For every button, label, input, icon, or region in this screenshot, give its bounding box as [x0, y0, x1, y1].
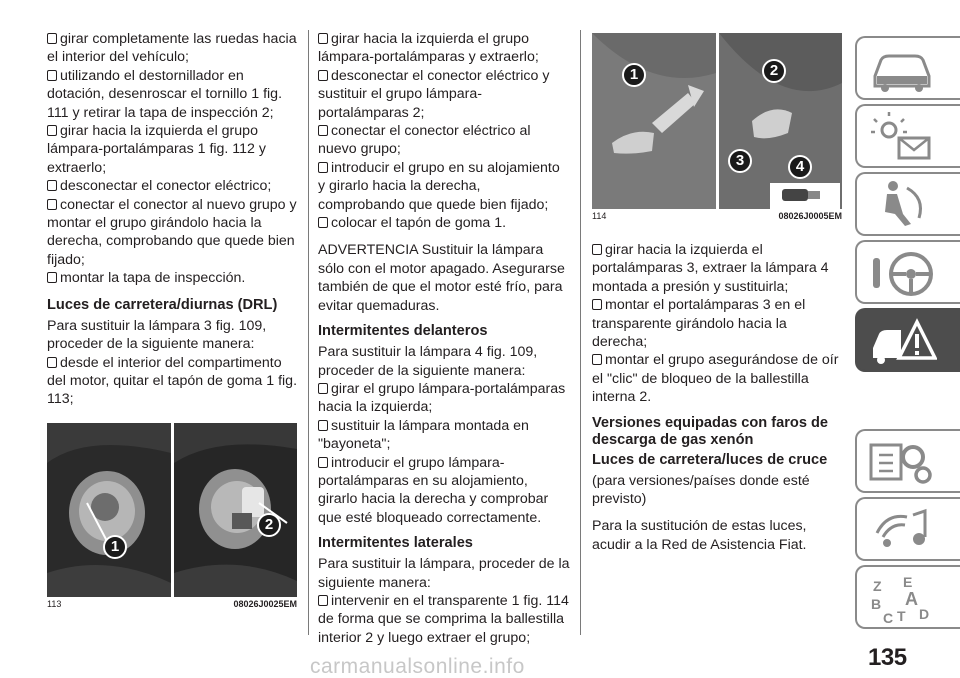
index-letter: C [883, 610, 894, 625]
index-letter: D [919, 606, 930, 622]
page-number: 135 [868, 644, 907, 671]
checkbox-bullet-icon [47, 70, 57, 81]
checkbox-bullet-icon [47, 199, 57, 210]
paragraph: Para sustituir la lámpara 3 fig. 109, proceder de la siguiente manera: [47, 317, 267, 353]
list-item: desde el interior del compartimento del motor, quitar el tapón de goma 1 fig. 113; [47, 354, 298, 408]
paragraph: Para sustituir la lámpara, proceder de la siguiente manera: [318, 556, 570, 591]
checkbox-bullet-icon [47, 272, 57, 283]
checkbox-bullet-icon [47, 180, 57, 191]
section-heading-high-low-beam: Luces de carretera/luces de cruce [592, 451, 828, 468]
safety-airbag-icon [867, 178, 937, 232]
car-dashboard-icon [867, 42, 937, 96]
checkbox-bullet-icon [318, 125, 328, 136]
figure-code: 08026J0005EM [778, 211, 842, 221]
list-item: girar hacia la izquierda el portalámparas 3, extraer la lámpara 4 montada a presión y sustituirla; [592, 242, 829, 295]
list-item: introducir el grupo lámpara-portalámparas en su alojamiento, girarlo hacia la derecha y comprobar que esté bloqueado correctamente. [318, 454, 549, 526]
callout-1: 1 [622, 63, 646, 87]
column-middle [318, 30, 570, 647]
index-letter: A [905, 589, 918, 609]
index-letter: B [871, 596, 882, 612]
tab-index[interactable] [855, 565, 960, 629]
index-icon [867, 571, 937, 625]
list-item: conectar el conector eléctrico al nuevo grupo; [318, 123, 531, 158]
figure-114-photo [592, 33, 842, 209]
note-text: (para versiones/países donde esté previsto) [592, 472, 810, 508]
checkbox-bullet-icon [318, 383, 328, 394]
list-item: colocar el tapón de goma 1. [318, 214, 570, 232]
figure-114 [592, 33, 842, 221]
watermark: carmanualsonline.info [310, 655, 525, 678]
figure-number: 113 [47, 599, 62, 609]
checkbox-bullet-icon [318, 420, 328, 431]
list-item: conectar el conector al nuevo grupo y montar el grupo girándolo hacia la derecha, comprobando que quede bien fijado; [47, 196, 297, 268]
list-item: introducir el grupo en su alojamiento y girarlo hacia la derecha, comprobando que quede bien fijado; [318, 159, 560, 213]
list-item: sustituir la lámpara montada en "bayoneta"; [318, 417, 529, 453]
callout-2: 2 [762, 59, 786, 83]
paragraph: Para la sustitución de estas luces, acudir a la Red de Asistencia Fiat. [592, 518, 807, 553]
section-heading-xenon: Versiones equipadas con faros de descarga de gas xenón [592, 414, 829, 448]
callout-4: 4 [788, 155, 812, 179]
list-item: girar completamente las ruedas hacia el interior del vehículo; [47, 31, 297, 66]
warning-lights-icon [867, 110, 937, 164]
maintenance-icon [867, 435, 937, 489]
index-letter: Z [873, 578, 882, 594]
section-heading-side-indicators: Intermitentes laterales [318, 535, 473, 552]
checkbox-bullet-icon [318, 457, 328, 468]
figure-113-photo [47, 423, 297, 597]
tab-emergency[interactable] [855, 308, 960, 372]
section-heading-front-indicators: Intermitentes delanteros [318, 323, 488, 340]
callout-2: 2 [257, 513, 281, 537]
multimedia-icon [867, 503, 937, 557]
figure-113 [47, 423, 297, 609]
column-left [47, 30, 297, 409]
tab-driving[interactable] [855, 240, 960, 304]
list-item: desconectar el conector eléctrico; [47, 177, 297, 195]
column-divider [308, 30, 309, 635]
tab-warning-lights[interactable] [855, 104, 960, 168]
tab-dashboard[interactable] [855, 36, 960, 100]
checkbox-bullet-icon [318, 217, 328, 228]
list-item: girar hacia la izquierda el grupo lámpara-portalámparas 1 fig. 112 y extraerlo; [47, 123, 266, 176]
checkbox-bullet-icon [318, 595, 328, 606]
list-item: montar el portalámparas 3 en el transparente girándolo hacia la derecha; [592, 297, 806, 351]
list-item: montar el grupo asegurándose de oír el "clic" de bloqueo de la ballestilla interna 2. [592, 352, 839, 406]
tab-safety[interactable] [855, 172, 960, 236]
checkbox-bullet-icon [592, 244, 602, 255]
figure-code: 08026J0025EM [233, 599, 297, 609]
checkbox-bullet-icon [318, 70, 328, 81]
list-item: desconectar el conector eléctrico y sustituir el grupo lámpara-portalámparas 2; [318, 67, 550, 121]
figure-number: 114 [592, 211, 607, 221]
checkbox-bullet-icon [47, 125, 57, 136]
list-item: montar la tapa de inspección. [47, 269, 297, 287]
callout-1: 1 [103, 535, 127, 559]
engine-bay-illustration [47, 423, 297, 597]
emergency-icon [867, 314, 937, 368]
side-indicator-illustration [592, 33, 842, 209]
tab-maintenance[interactable] [855, 429, 960, 493]
checkbox-bullet-icon [47, 357, 57, 368]
section-heading-drl: Luces de carretera/diurnas (DRL) [47, 296, 278, 313]
index-letter: E [903, 574, 913, 590]
tab-multimedia[interactable] [855, 497, 960, 561]
column-right [592, 241, 842, 554]
callout-3: 3 [728, 149, 752, 173]
list-item: girar hacia la izquierda el grupo lámpara-portalámparas y extraerlo; [318, 31, 539, 66]
column-divider [580, 30, 581, 635]
paragraph: Para sustituir la lámpara 4 fig. 109, proceder de la siguiente manera: [318, 344, 538, 379]
starting-driving-icon [867, 246, 937, 300]
list-item: utilizando el destornillador en dotación, desenroscar el tornillo 1 fig. 111 y retirar la tapa de inspección 2; [47, 67, 283, 121]
checkbox-bullet-icon [318, 162, 328, 173]
checkbox-bullet-icon [592, 299, 602, 310]
warning-text: ADVERTENCIA Sustituir la lámpara sólo con el motor apagado. Asegurarse también de que el motor esté frío, para evitar quemaduras. [318, 242, 565, 314]
index-letter: T [897, 608, 906, 624]
checkbox-bullet-icon [592, 354, 602, 365]
checkbox-bullet-icon [318, 33, 328, 44]
list-item: intervenir en el transparente 1 fig. 114 de forma que se comprima la ballestilla interior 2 y luego extraer el grupo; [318, 592, 569, 646]
checkbox-bullet-icon [47, 33, 57, 44]
list-item: girar el grupo lámpara-portalámparas hacia la izquierda; [318, 380, 566, 416]
